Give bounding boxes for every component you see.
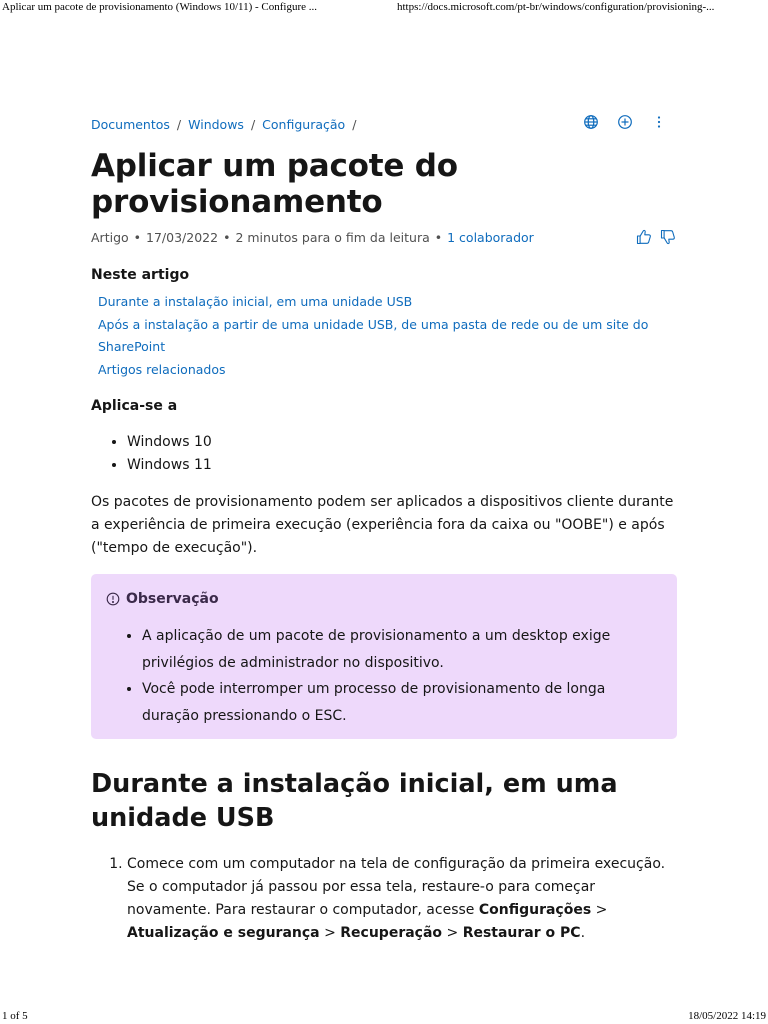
applies-to-item: • Windows 11 <box>127 454 677 477</box>
in-this-article-heading: Neste artigo <box>91 267 190 283</box>
print-header <box>0 0 768 16</box>
print-datetime: 18/05/2022 14:19 <box>688 1010 766 1022</box>
note-item: • A aplicação de um pacote de provisionamento a um desktop exige privilégios de administrador no dispositivo. <box>142 623 662 676</box>
meta-dot: • <box>434 230 443 245</box>
applies-to-list <box>91 431 677 477</box>
more-options-icon[interactable] <box>651 114 667 130</box>
toc-link-related-articles[interactable]: Artigos relacionados <box>98 361 226 377</box>
breadcrumb <box>91 110 677 138</box>
breadcrumb-configuracao[interactable]: Configuração <box>262 116 346 132</box>
table-of-contents <box>98 291 677 381</box>
info-icon <box>106 592 120 606</box>
step-item <box>127 853 677 945</box>
intro-paragraph: Os pacotes de provisionamento podem ser aplicados a dispositivos cliente durante a experiência de primeira execução (experiência fora da caixa ou "OOBE") e após ("tempo de execução"). <box>91 494 674 556</box>
print-header-url: https://docs.microsoft.com/pt-br/windows/configuration/provisioning-... <box>397 1 715 13</box>
step-bold-settings: Configurações <box>478 902 592 918</box>
section-heading: Durante a instalação inicial, em uma unidade USB <box>91 769 618 833</box>
step-separator: > <box>591 902 608 918</box>
thumbs-up-icon[interactable] <box>635 228 653 246</box>
article-actions <box>583 114 667 130</box>
applies-to-heading: Aplica-se a <box>91 398 178 414</box>
note-title <box>106 588 662 610</box>
print-footer <box>0 1010 768 1024</box>
breadcrumb-documentos[interactable]: Documentos <box>91 116 170 132</box>
meta-dot: • <box>223 230 231 245</box>
toc-link-initial-setup[interactable]: Durante a instalação inicial, em uma unidade USB <box>98 294 413 309</box>
add-collection-icon[interactable] <box>617 114 633 130</box>
toc-item <box>98 314 677 359</box>
feedback-buttons <box>635 228 677 246</box>
steps-list <box>91 853 677 945</box>
breadcrumb-windows[interactable]: Windows <box>188 116 244 132</box>
step-bold-reset-pc: Restaurar o PC <box>462 925 581 941</box>
breadcrumb-separator: / <box>176 116 182 132</box>
page-number: 1 of 5 <box>2 1010 28 1022</box>
note-title-text: Observação <box>126 591 219 607</box>
article-content <box>91 110 677 945</box>
step-end: . <box>580 925 586 941</box>
step-text: Comece com um computador na tela de configuração da primeira execução. Se o computador já passou por essa tela, restaure-o para começar novamente. Para restaurar o computador, acesse <box>127 856 666 918</box>
step-bold-update-security: Atualização e segurança <box>127 925 320 941</box>
applies-to-item: • Windows 10 <box>127 431 677 454</box>
toc-link-after-setup[interactable]: Após a instalação a partir de uma unidade USB, de uma pasta de rede ou de um site do SharePoint <box>98 316 649 354</box>
note-list <box>106 623 662 729</box>
step-separator: > <box>319 925 341 941</box>
print-header-title: Aplicar um pacote de provisionamento (Windows 10/11) - Configure ... <box>2 1 318 13</box>
page-title: Aplicar um pacote do provisionamento <box>91 148 458 220</box>
step-bold-recovery: Recuperação <box>340 925 443 941</box>
article-meta <box>91 228 677 248</box>
meta-dot: • <box>133 230 142 245</box>
breadcrumb-separator: / <box>352 116 357 132</box>
note-item: • Você pode interromper um processo de provisionamento de longa duração pressionando o ESC. <box>142 676 662 729</box>
contributors-link[interactable]: 1 colaborador <box>447 230 534 245</box>
article-date: 17/03/2022 <box>146 230 219 245</box>
globe-icon[interactable] <box>583 114 599 130</box>
step-separator: > <box>442 925 463 941</box>
thumbs-down-icon[interactable] <box>659 228 677 246</box>
note-callout <box>91 574 677 739</box>
article-type: Artigo <box>91 230 129 245</box>
toc-item <box>98 359 677 382</box>
breadcrumb-separator: / <box>250 116 256 132</box>
read-time: 2 minutos para o fim da leitura <box>235 230 430 245</box>
toc-item <box>98 291 677 314</box>
